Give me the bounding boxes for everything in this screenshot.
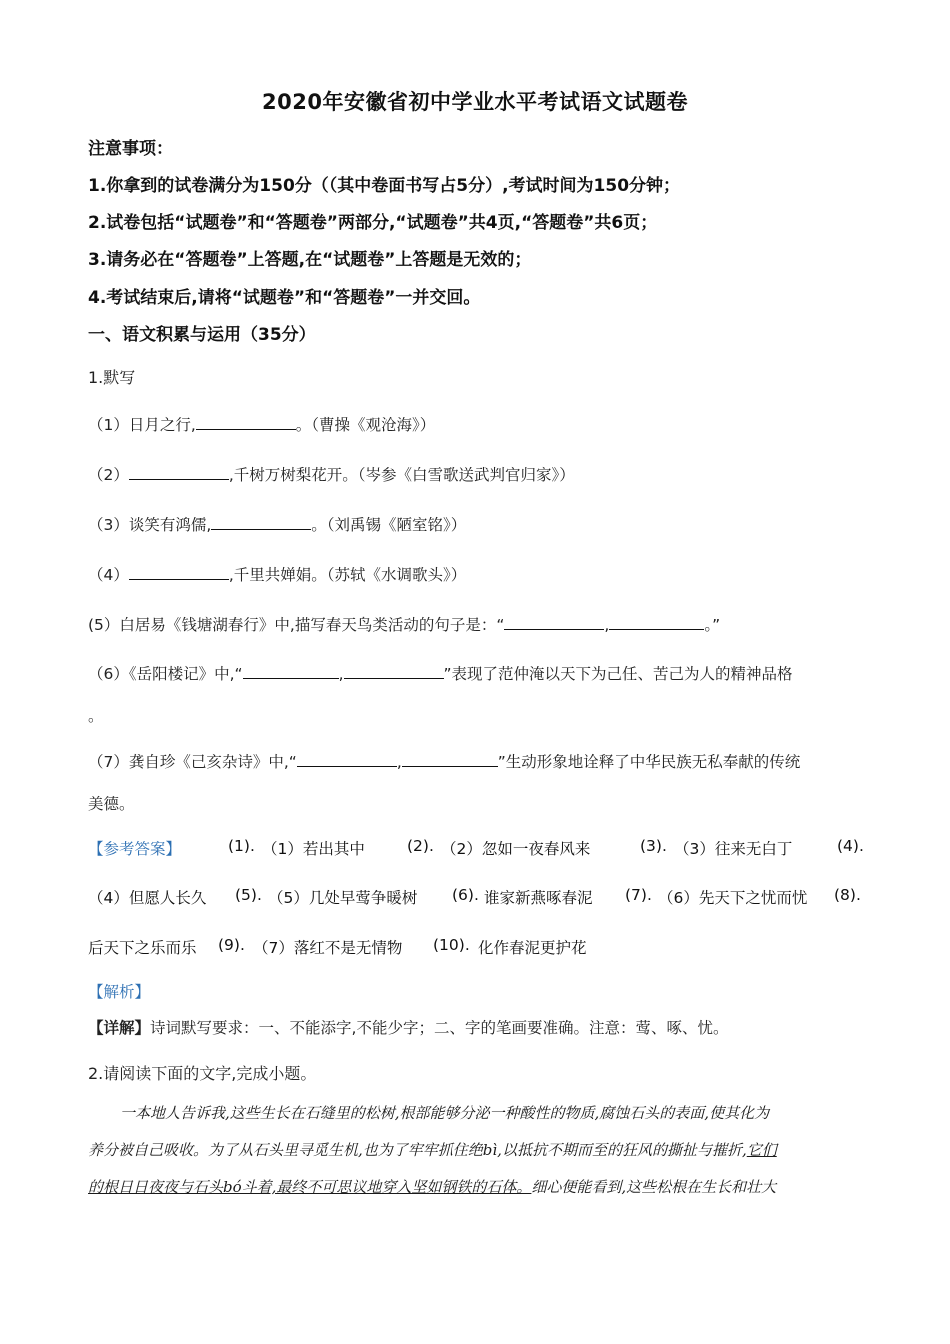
answer-blank[interactable] <box>402 765 498 767</box>
answer-number: (3). <box>640 837 667 855</box>
answer-text: （1）若出其中 <box>262 840 365 858</box>
answer-tag: 【参考答案】 <box>88 840 182 858</box>
answer-number: (8). <box>834 886 861 904</box>
answer-text: （3）往来无白丁 <box>674 840 793 858</box>
answer-number: (9). <box>218 936 245 954</box>
notice-item-4: 4.考试结束后,请将“试题卷”和“答题卷”一并交回。 <box>88 288 481 308</box>
answer-text: （2）忽如一夜春风来 <box>441 840 591 858</box>
answer-blank[interactable] <box>129 578 229 580</box>
question-1-item-7: （7）龚自珍《己亥杂诗》中,“ , ”生动形象地诠释了中华民族无私奉献的传统 <box>88 753 801 771</box>
analysis-detail: 【详解】诗词默写要求：一、不能添字,不能少字；二、字的笔画要准确。注意：莺、啄、忧。 <box>88 1019 729 1037</box>
answer-text: （6）先天下之忧而忧 <box>658 889 808 907</box>
answer-text: 后天下之乐而乐 <box>88 939 197 957</box>
passage-line-1: 一本地人告诉我,这些生长在石缝里的松树,根部能够分泌一种酸性的物质,腐蚀石头的表面,使其化为 <box>120 1104 770 1122</box>
passage-line-3: 的根日日夜夜与石头bó斗着,最终不可思议地穿入坚如钢铁的石体。细心便能看到,这些松根在生长和壮大 <box>88 1178 777 1196</box>
answer-blank[interactable] <box>344 677 444 679</box>
answer-number: (7). <box>625 886 652 904</box>
question-1-item-6: （6）《岳阳楼记》中,“ , ”表现了范仲淹以天下为己任、苦己为人的精神品格 <box>88 665 793 683</box>
answer-blank[interactable] <box>211 528 311 530</box>
answer-blank[interactable] <box>609 628 704 630</box>
section-heading: 一、语文积累与运用（35分） <box>88 325 316 345</box>
answer-text: 化作春泥更护花 <box>478 939 587 957</box>
answer-number: (5). <box>235 886 262 904</box>
answer-text: （5）几处早莺争暖树 <box>268 889 418 907</box>
question-1-item-4: （4） ,千里共婵娟。（苏轼《水调歌头》） <box>88 566 467 584</box>
answer-number: (6). <box>452 886 479 904</box>
question-1-item-6-cont: 。 <box>88 707 104 725</box>
answer-blank[interactable] <box>504 628 604 630</box>
question-1-item-7-cont: 美德。 <box>88 795 135 813</box>
question-1-label: 1.默写 <box>88 368 136 387</box>
question-1-item-1: （1）日月之行, 。（曹操《观沧海》） <box>88 416 436 434</box>
answer-text: （7）落红不是无情物 <box>253 939 403 957</box>
question-1-item-2: （2） ,千树万树梨花开。（岑参《白雪歌送武判官归家》） <box>88 466 575 484</box>
answer-blank[interactable] <box>129 478 229 480</box>
question-1-item-5: (5）白居易《钱塘湖春行》中,描写春天鸟类活动的句子是：“ , 。” <box>88 616 721 634</box>
answer-number: (10). <box>433 936 470 954</box>
answer-number: (1). <box>228 837 255 855</box>
answer-number: (4). <box>837 837 864 855</box>
answer-blank[interactable] <box>243 677 339 679</box>
answer-blank[interactable] <box>196 428 296 430</box>
answer-text: 谁家新燕啄春泥 <box>484 889 593 907</box>
question-2-label: 2.请阅读下面的文字,完成小题。 <box>88 1064 317 1083</box>
answer-text: （4）但愿人长久 <box>88 889 207 907</box>
analysis-tag: 【解析】 <box>88 983 151 1001</box>
question-1-item-3: （3）谈笑有鸿儒, 。（刘禹锡《陋室铭》） <box>88 516 467 534</box>
answer-number: (2). <box>407 837 434 855</box>
notice-item-3: 3.请务必在“答题卷”上答题,在“试题卷”上答题是无效的； <box>88 250 532 270</box>
notice-item-2: 2.试卷包括“试题卷”和“答题卷”两部分,“试题卷”共4页,“答题卷”共6页； <box>88 213 658 233</box>
page-title: 2020年安徽省初中学业水平考试语文试题卷 <box>262 90 688 114</box>
passage-line-2: 养分被自己吸收。为了从石头里寻觅生机,也为了牢牢抓住绝bì,以抵抗不期而至的狂风的撕扯与摧折,它们 <box>88 1141 777 1159</box>
answer-blank[interactable] <box>297 765 397 767</box>
notice-item-1: 1.你拿到的试卷满分为150分（（其中卷面书写占5分）,考试时间为150分钟； <box>88 176 681 196</box>
notice-heading: 注意事项： <box>88 139 173 159</box>
